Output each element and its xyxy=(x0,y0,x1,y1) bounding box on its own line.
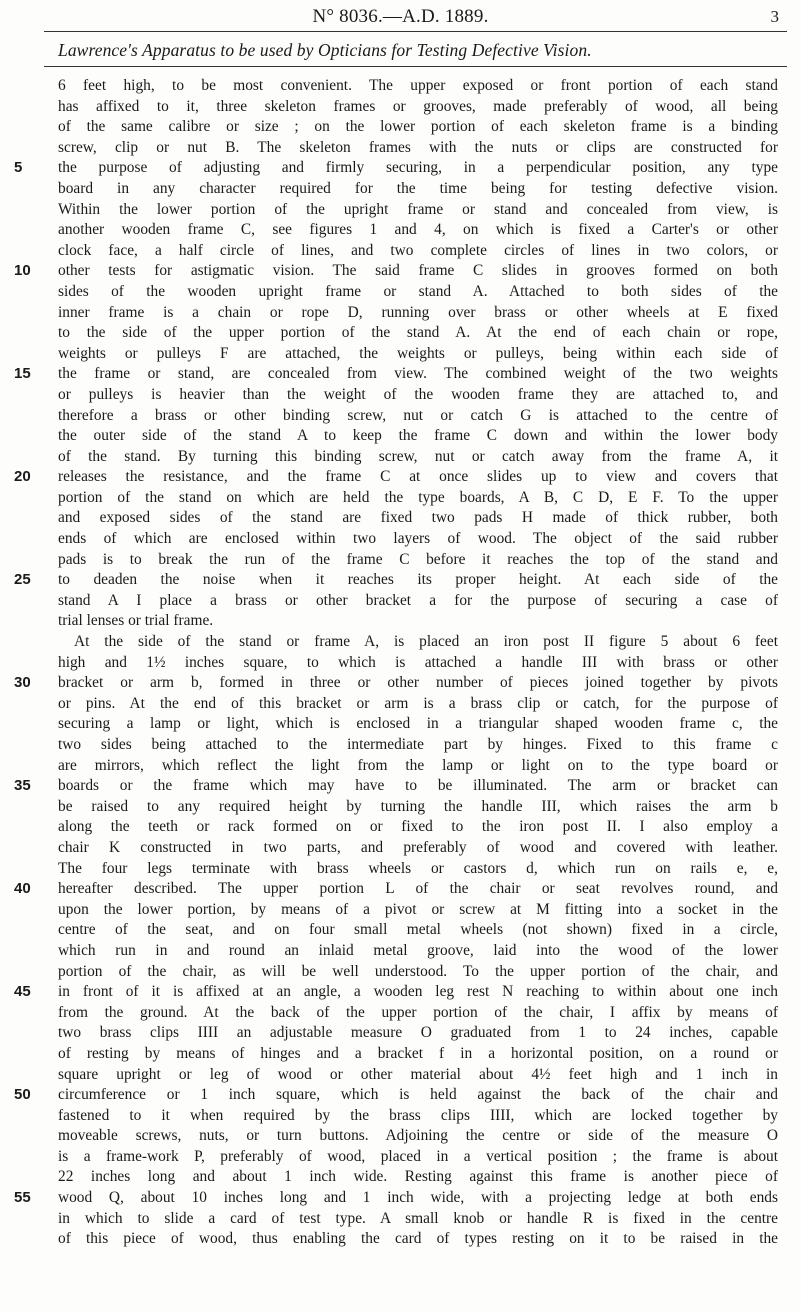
line-text: ends of which are enclosed within two layers of wood. The object of the said rubber xyxy=(58,530,778,548)
line-number: 25 xyxy=(14,571,31,589)
header-rule-top xyxy=(44,31,787,32)
line-text: of the stand. By turning this binding screw, nut or catch away from the frame A, it xyxy=(58,447,778,465)
line-text: wood Q, about 10 inches long and 1 inch wide, with a projecting ledge at both ends xyxy=(58,1189,778,1207)
text-line xyxy=(14,673,778,694)
text-line xyxy=(58,529,778,550)
line-number: 5 xyxy=(14,159,23,177)
line-text: centre of the seat, and on four small metal wheels (not shown) fixed in a circle, xyxy=(58,921,778,939)
line-text: trial lenses or trial frame. xyxy=(58,612,214,630)
line-text: chair K constructed in two parts, and preferably of wood and covered with leather. xyxy=(58,838,778,856)
line-text: 6 feet high, to be most convenient. The upper exposed or front portion of each stand xyxy=(58,77,778,94)
text-line xyxy=(58,241,778,262)
text-line xyxy=(58,797,778,818)
text-line xyxy=(58,962,778,983)
line-text: 22 inches long and about 1 inch wide. Resting against this frame is another piece of xyxy=(58,1168,778,1186)
line-text: two brass clips IIII an adjustable measure O graduated from 1 to 24 inches, capable xyxy=(58,1024,778,1042)
line-text: therefore a brass or other binding screw, nut or catch G is attached to the centre of xyxy=(58,406,778,424)
text-line xyxy=(58,653,778,674)
line-text: the purpose of adjusting and firmly securing, in a perpendicular position, any type xyxy=(58,159,778,177)
line-text: inner frame is a chain or rope D, running over brass or other wheels at E fixed xyxy=(58,303,778,321)
text-line xyxy=(58,385,778,406)
line-text: or pins. At the end of this bracket or arm is a brass clip or catch, for the purpose of xyxy=(58,694,778,712)
text-line xyxy=(58,97,778,118)
line-text: The four legs terminate with brass wheels or castors d, which run on rails e, e, xyxy=(58,859,778,877)
text-line xyxy=(14,1188,778,1209)
text-line xyxy=(58,447,778,468)
text-line xyxy=(14,570,778,591)
line-text: from the ground. At the back of the upper portion of the chair, I affix by means of xyxy=(58,1003,778,1021)
line-text: screw, clip or nut B. The skeleton frames with the nuts or clips are constructed for xyxy=(58,138,778,156)
text-line xyxy=(14,879,778,900)
line-text: bracket or arm b, formed in three or other number of pieces joined together by pivots xyxy=(58,674,778,692)
line-text: of resting by means of hinges and a bracket f in a horizontal position, on a round or xyxy=(58,1044,778,1062)
line-text: the frame or stand, are concealed from view. The combined weight of the two weights xyxy=(58,365,778,383)
page-header xyxy=(0,4,801,34)
patent-number: N° 8036.—A.D. 1889. xyxy=(312,6,489,27)
text-line xyxy=(58,1065,778,1086)
text-line xyxy=(14,467,778,488)
text-line xyxy=(58,1229,778,1250)
line-text: other tests for astigmatic vision. The said frame C slides in grooves formed on both xyxy=(58,262,778,280)
line-text: or pulleys is heavier than the weight of the wooden frame they are attached to, and xyxy=(58,385,778,403)
line-text: At the side of the stand or frame A, is placed an iron post II figure 5 about 6 feet xyxy=(74,633,778,651)
line-text: is a frame-work P, preferably of wood, placed in a vertical position ; the frame is about xyxy=(58,1147,778,1165)
line-text: square upright or leg of wood or other material about 4½ feet high and 1 inch in xyxy=(58,1065,778,1083)
line-text: Within the lower portion of the upright frame or stand and concealed from view, is xyxy=(58,200,778,218)
line-text: pads is to break the run of the frame C before it reaches the top of the stand and xyxy=(58,550,778,568)
text-line xyxy=(58,200,778,221)
text-line xyxy=(58,220,778,241)
line-number: 20 xyxy=(14,468,31,486)
text-line xyxy=(58,303,778,324)
line-text: fastened to it when required by the brass clips IIII, which are locked together by xyxy=(58,1106,778,1124)
text-line xyxy=(14,158,778,179)
text-line xyxy=(58,735,778,756)
text-line xyxy=(58,838,778,859)
text-line xyxy=(58,1209,778,1230)
text-line xyxy=(58,76,778,97)
line-text: portion of the stand on which are held the type boards, A B, C D, E F. To the upper xyxy=(58,488,778,506)
text-line xyxy=(14,261,778,282)
text-line xyxy=(58,1167,778,1188)
line-text: high and 1½ inches square, to which is attached a handle III with brass or other xyxy=(58,653,778,671)
line-number: 45 xyxy=(14,983,31,1001)
text-line xyxy=(58,694,778,715)
text-line xyxy=(58,1023,778,1044)
line-text: in which to slide a card of test type. A small knob or handle R is fixed in the centre xyxy=(58,1209,778,1227)
line-text: to deaden the noise when it reaches its proper height. At each side of the xyxy=(58,571,778,589)
text-line xyxy=(58,138,778,159)
header-rule-bottom xyxy=(44,66,787,67)
line-text: board in any character required for the time being for testing defective vision. xyxy=(58,179,778,197)
text-line xyxy=(58,591,778,612)
line-text: portion of the chair, as will be well understood. To the upper portion of the chair, and xyxy=(58,962,778,980)
line-text: stand A I place a brass or other bracket a for the purpose of securing a case of xyxy=(58,591,778,609)
line-text: moveable screws, nuts, or turn buttons. Adjoining the centre or side of the measure O xyxy=(58,1127,778,1145)
line-number: 10 xyxy=(14,262,31,280)
text-line xyxy=(58,1106,778,1127)
text-line xyxy=(58,550,778,571)
running-title: Lawrence's Apparatus to be used by Opticians for Testing Defective Vision. xyxy=(58,40,592,60)
text-line xyxy=(58,1003,778,1024)
text-line xyxy=(58,1126,778,1147)
line-text: are mirrors, which reflect the light from the lamp or light on to the type board or xyxy=(58,756,778,774)
line-text: be raised to any required height by turning the handle III, which raises the arm b xyxy=(58,797,778,815)
line-text: another wooden frame C, see figures 1 and 4, on which is fixed a Carter's or other xyxy=(58,221,778,239)
line-number: 35 xyxy=(14,777,31,795)
line-number: 50 xyxy=(14,1086,31,1104)
text-line xyxy=(58,117,778,138)
text-line xyxy=(58,920,778,941)
text-line xyxy=(58,611,778,632)
line-text: of the same calibre or size ; on the lower portion of each skeleton frame is a binding xyxy=(58,118,778,136)
line-text: securing a lamp or light, which is enclosed in a triangular shaped wooden frame c, the xyxy=(58,715,778,733)
line-text: in front of it is affixed at an angle, a wooden leg rest N reaching to within about one inch xyxy=(58,983,778,1001)
text-line xyxy=(58,859,778,880)
line-text: to the side of the upper portion of the stand A. At the end of each chain or rope, xyxy=(58,324,778,342)
line-text: upon the lower portion, by means of a pivot or screw at M fitting into a socket in the xyxy=(58,900,778,918)
text-line xyxy=(14,1085,778,1106)
line-text: two sides being attached to the intermediate part by hinges. Fixed to this frame c xyxy=(58,736,778,753)
text-line xyxy=(58,406,778,427)
text-line xyxy=(58,714,778,735)
line-text: which run in and round an inlaid metal groove, laid into the wood of the lower xyxy=(58,941,778,959)
text-line xyxy=(58,756,778,777)
page-number: 3 xyxy=(770,7,779,26)
text-line xyxy=(58,1147,778,1168)
text-line xyxy=(58,179,778,200)
line-text: along the teeth or rack formed on or fixed to the iron post II. I also employ a xyxy=(58,818,778,836)
text-line xyxy=(58,426,778,447)
text-line xyxy=(58,941,778,962)
line-text: weights or pulleys F are attached, the weights or pulleys, being within each side of xyxy=(58,344,778,362)
line-text: has affixed to it, three skeleton frames or grooves, made preferably of wood, all being xyxy=(58,97,778,115)
line-number: 55 xyxy=(14,1189,31,1207)
text-line xyxy=(58,817,778,838)
text-line xyxy=(58,282,778,303)
text-line xyxy=(58,1044,778,1065)
text-line xyxy=(58,900,778,921)
text-line xyxy=(58,632,778,653)
text-line xyxy=(14,982,778,1003)
text-line xyxy=(58,323,778,344)
text-line xyxy=(14,776,778,797)
body-text xyxy=(14,76,778,1250)
line-text: circumference or 1 inch square, which is held against the back of the chair and xyxy=(58,1086,778,1104)
line-number: 30 xyxy=(14,674,31,692)
line-text: sides of the wooden upright frame or stand A. Attached to both sides of the xyxy=(58,282,778,300)
line-text: the outer side of the stand A to keep the frame C down and within the lower body xyxy=(58,427,778,445)
text-line xyxy=(58,508,778,529)
line-text: of this piece of wood, thus enabling the card of types resting on it to be raised in the xyxy=(58,1230,778,1248)
line-text: clock face, a half circle of lines, and two complete circles of lines in two colors, or xyxy=(58,241,778,259)
line-text: releases the resistance, and the frame C at once slides up to view and covers that xyxy=(58,468,778,486)
line-text: hereafter described. The upper portion L of the chair or seat revolves round, and xyxy=(58,880,778,898)
line-text: boards or the frame which may have to be illuminated. The arm or bracket can xyxy=(58,777,778,795)
text-line xyxy=(58,344,778,365)
line-text: and exposed sides of the stand are fixed two pads H made of thick rubber, both xyxy=(58,509,778,527)
text-line xyxy=(14,364,778,385)
text-line xyxy=(58,488,778,509)
line-number: 40 xyxy=(14,880,31,898)
line-number: 15 xyxy=(14,365,31,383)
